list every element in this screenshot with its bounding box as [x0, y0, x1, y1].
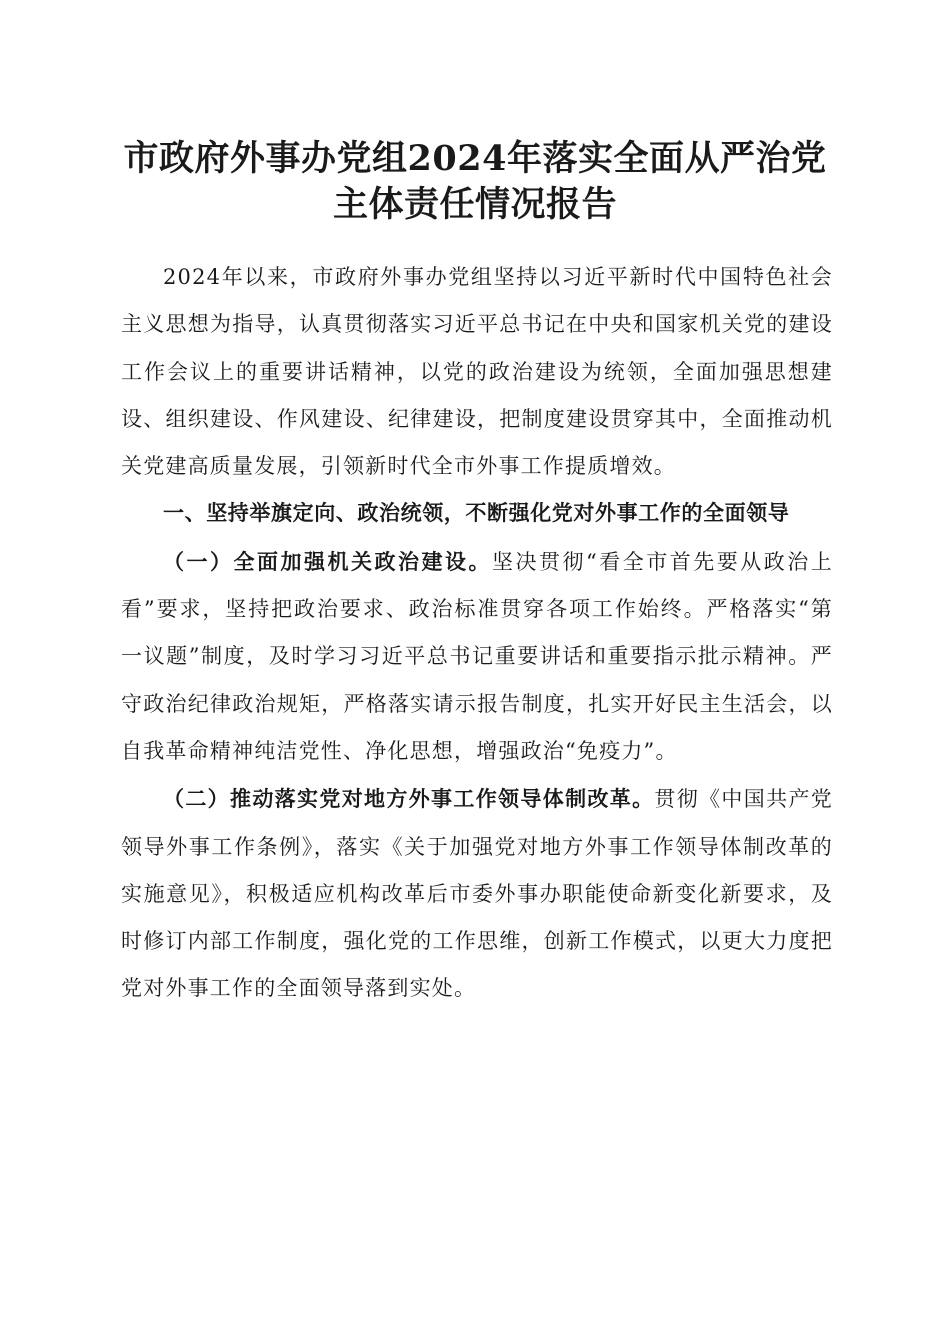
section-1-item-2: [121, 775, 833, 1012]
document-title-line-2: 主体责任情况报告: [332, 184, 617, 225]
section-1-heading: 一、坚持举旗定向、政治统领，不断强化党对外事工作的全面领导: [163, 501, 790, 526]
section-1-item-1-lead: （一）全面加强机关政治建设。: [163, 548, 493, 574]
document-body: [121, 254, 833, 1013]
section-1-item-1-text: 坚决贯彻“看全市首先要从政治上看”要求，坚持把政治要求、政治标准贯穿各项工作始终。严格落实“第一议题”制度，及时学习习近平总书记重要讲话和重要指示批示精神。严守政治纪律政治规矩，严格落实请示报告制度，扎实开好民主生活会，以自我革命精神纯洁党性、净化思想，增强政治“免疫力”。: [121, 549, 833, 763]
section-1-item-2-text: 贯彻《中国共产党领导外事工作条例》，落实《关于加强党对地方外事工作领导体制改革的实施意见》，积极适应机构改革后市委外事办职能使命新变化新要求，及时修订内部工作制度，强化党的工作思维，创新工作模式，以更大力度把党对外事工作的全面领导落到实处。: [121, 787, 833, 1001]
section-1-item-2-lead: （二）推动落实党对地方外事工作领导体制改革。: [163, 786, 655, 812]
section-1-item-1: [121, 538, 833, 775]
intro-paragraph: 2024年以来，市政府外事办党组坚持以习近平新时代中国特色社会主义思想为指导，认真贯彻落实习近平总书记在中央和国家机关党的建设工作会议上的重要讲话精神，以党的政治建设为统领，全面加强思想建设、组织建设、作风建设、纪律建设，把制度建设贯穿其中，全面推动机关党建高质量发展，引领新时代全市外事工作提质增效。: [121, 265, 833, 479]
document-title-line-1: 市政府外事办党组2024年落实全面从严治党: [123, 138, 827, 179]
